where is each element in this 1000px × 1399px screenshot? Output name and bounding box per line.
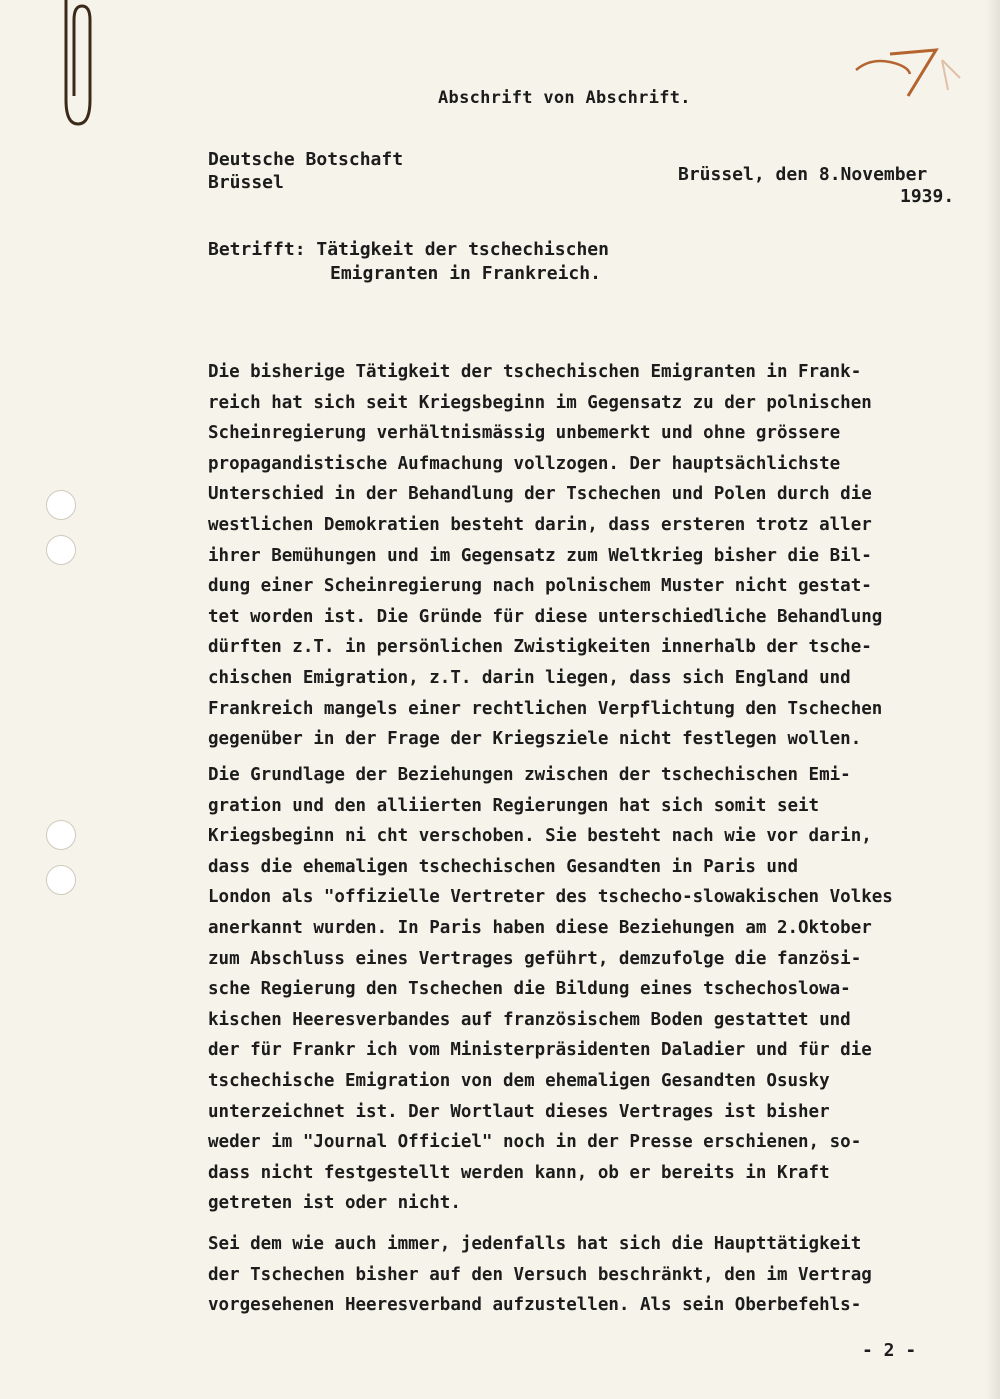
document-title: Abschrift von Abschrift. [438,88,691,108]
text-line: dung einer Scheinregierung nach polnischem Muster nicht gestat- [208,576,872,597]
sender-block [208,148,403,194]
text-line: kischen Heeresverbandes auf französischem Boden gestattet und [208,1009,851,1030]
text-line: London als "offizielle Vertreter des tschecho-slowakischen Volkes [208,887,893,908]
text-line: reich hat sich seit Kriegsbeginn im Gegensatz zu der polnischen [208,392,872,413]
date-year: 1939. [900,186,955,207]
date-line: Brüssel, den 8.November [678,164,928,185]
text-line: Sei dem wie auch immer, jedenfalls hat sich die Haupttätigkeit [208,1234,862,1254]
paper-clip-icon [52,0,96,130]
punch-hole-icon [46,865,76,895]
text-line: chischen Emigration, z.T. darin liegen, dass sich England und [208,667,851,688]
text-line: tschechische Emigration von dem ehemaligen Gesandten Osusky [208,1070,830,1091]
text-line: dass nicht festgestellt werden kann, ob er bereits in Kraft [208,1162,830,1183]
paragraph-1 [208,357,978,755]
punch-hole-icon [46,490,76,520]
text-line: ihrer Bemühungen und im Gegensatz zum Weltkrieg bisher die Bil- [208,545,872,566]
text-line: dürften z.T. in persönlichen Zwistigkeiten innerhalb der tsche- [208,637,872,658]
text-line: Frankreich mangels einer rechtlichen Verpflichtung den Tschechen [208,698,883,719]
text-line: zum Abschluss eines Vertrages geführt, demzufolge die fanzösi- [208,948,862,969]
text-line: anerkannt wurden. In Paris haben diese Beziehungen am 2.Oktober [208,917,872,938]
text-line: vorgesehenen Heeresverband aufzustellen. Als sein Oberbefehls- [208,1295,862,1316]
text-line: der für Frankr ich vom Ministerpräsidenten Daladier und für die [208,1040,872,1061]
date-block [678,164,954,208]
text-line: tet worden ist. Die Gründe für diese unterschiedliche Behandlung [208,606,883,627]
page-edge-shadow [986,0,1000,1399]
text-line: Kriegsbeginn ni cht verschoben. Sie besteht nach wie vor darin, [208,826,872,847]
paragraph-2 [208,760,978,1219]
text-line: getreten ist oder nicht. [208,1193,461,1214]
text-line: der Tschechen bisher auf den Versuch beschränkt, den im Vertrag [208,1264,872,1285]
punch-hole-icon [46,535,76,565]
paragraph-3 [208,1229,978,1321]
text-line: gegenüber in der Frage der Kriegsziele nicht festlegen wollen. [208,729,862,750]
text-line: Unterschied in der Behandlung der Tschechen und Polen durch die [208,484,872,505]
text-line: sche Regierung den Tschechen die Bildung eines tschechoslowa- [208,979,851,1000]
text-line: dass die ehemaligen tschechischen Gesandten in Paris und [208,856,799,877]
punch-hole-icon [46,820,76,850]
sender-line-2: Brüssel [208,172,284,193]
subject-line-1: Betrifft: Tätigkeit der tschechischen [208,239,609,260]
text-line: propagandistische Aufmachung vollzogen. Der hauptsächlichste [208,453,841,474]
page-continuation-marker: - 2 - [862,1340,917,1361]
text-line: Die bisherige Tätigkeit der tschechischen Emigranten in Frank- [208,362,862,382]
subject-line-2: Emigranten in Frankreich. [330,263,601,284]
text-line: westlichen Demokratien besteht darin, dass ersteren trotz aller [208,514,872,535]
handwritten-page-mark-icon [850,40,970,100]
text-line: gration und den alliierten Regierungen hat sich somit seit [208,795,820,816]
text-line: Die Grundlage der Beziehungen zwischen der tschechischen Emi- [208,765,851,785]
text-line: unterzeichnet ist. Der Wortlaut dieses Vertrages ist bisher [208,1101,830,1122]
subject-block [208,238,609,286]
sender-line-1: Deutsche Botschaft [208,149,404,170]
text-line: Scheinregierung verhältnismässig unbemerkt und ohne grössere [208,423,841,444]
text-line: weder im "Journal Officiel" noch in der Presse erschienen, so- [208,1132,862,1153]
